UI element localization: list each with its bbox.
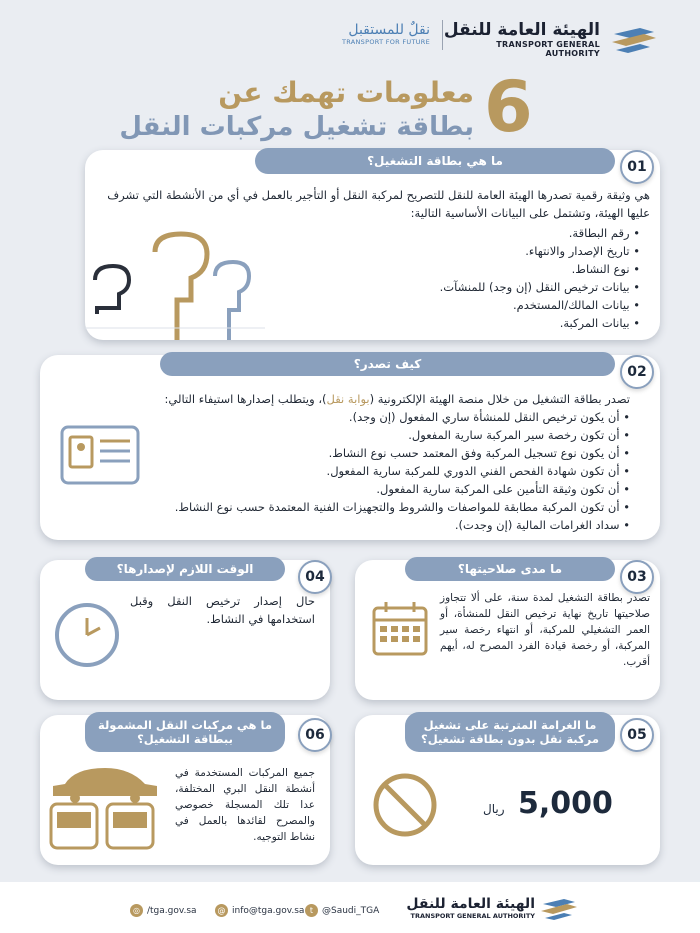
header-divider	[442, 20, 443, 50]
list-item: • تاريخ الإصدار والانتهاء.	[340, 242, 640, 260]
footer-tga-ar: الهيئة العامة للنقل	[406, 896, 535, 912]
section-01-list	[340, 224, 640, 332]
section-04-body: حال إصدار ترخيص النقل وقبل استخدامها في النشاط.	[130, 594, 315, 626]
tga-logo-icon	[610, 20, 658, 56]
email-address[interactable]: info@tga.gov.sa	[232, 905, 305, 916]
page-subtitle: بطاقة تشغيل مركبات النقل	[119, 112, 474, 142]
section-06-body: جميع المركبات المستخدمة في أنشطة النقل البري المختلفة، عدا تلك المسجلة خصوصي والمصرح لقائدها بالعمل في نشاط التوجيه.	[175, 767, 315, 843]
section-02-heading: كيف تصدر؟	[160, 352, 615, 376]
fine-currency: ريال	[483, 802, 505, 816]
tff-logo	[320, 22, 430, 46]
clock-icon	[52, 600, 122, 670]
twitter-icon: t	[305, 904, 318, 917]
list-item: • بيانات المركبة.	[340, 314, 640, 332]
globe-icon: ◎	[130, 904, 143, 917]
section-06-heading: ما هي مركبات النقل المشمولة ببطاقة التشغيل؟	[85, 712, 285, 752]
list-item: • أن تكون وثيقة التأمين على المركبة سارية المفعول.	[150, 480, 630, 498]
section-05-number: 05	[620, 718, 654, 752]
title-number: 6	[484, 66, 533, 148]
section-03-body: تصدر بطاقة التشغيل لمدة سنة، على ألا تتجاوز صلاحيتها تاريخ نهاية ترخيص النقل للمنشأة، أو العمر التشغيلي للمركبة، أو انتهاء رخصة سير المركبة، أو رخصة قيادة الفرد المصرح له، أيهم أقرب.	[440, 592, 650, 668]
section-01-intro: هي وثيقة رقمية تصدرها الهيئة العامة للنقل للتصريح لمركبة النقل أو التأجير بالعمل في أي من الأنشطة التي تشرف عليها الهيئة، وتشتمل على البيانات الأساسية التالية:	[107, 188, 650, 220]
list-item: • بيانات المالك/المستخدم.	[340, 296, 640, 314]
section-01-heading: ما هي بطاقة التشغيل؟	[255, 148, 615, 174]
list-item: • أن تكون المركبة مطابقة للمواصفات والشروط والتجهيزات الفنية المعتمدة حسب نوع النشاط.	[150, 498, 630, 516]
page-title: معلومات تهمك عن	[218, 76, 474, 109]
list-item: • نوع النشاط.	[340, 260, 640, 278]
fine-amount: 5,000	[518, 786, 613, 821]
tga-logo-text	[440, 20, 600, 58]
footer-website[interactable]	[130, 904, 197, 917]
list-item: • رقم البطاقة.	[340, 224, 640, 242]
prohibited-icon	[370, 770, 440, 840]
header	[0, 0, 700, 70]
tff-ar: نقلٌ للمستقبل	[348, 22, 430, 38]
vehicles-icon	[45, 762, 165, 857]
naql-portal-link[interactable]: بوابة نقل	[326, 392, 370, 406]
footer-tga-en: TRANSPORT GENERAL AUTHORITY	[410, 912, 535, 920]
footer-twitter[interactable]	[305, 904, 379, 917]
email-icon: @	[215, 904, 228, 917]
tff-en: TRANSPORT FOR FUTURE	[341, 38, 430, 46]
section-06-number: 06	[298, 718, 332, 752]
footer-tga-logo-icon	[540, 893, 578, 923]
section-03-number: 03	[620, 560, 654, 594]
list-item: • بيانات ترخيص النقل (إن وجد) للمنشآت.	[340, 278, 640, 296]
list-item: • أن يكون نوع تسجيل المركبة وفق المعتمد حسب نوع النشاط.	[150, 444, 630, 462]
section-02-list	[150, 408, 630, 534]
twitter-handle[interactable]: @Saudi_TGA	[322, 905, 380, 916]
section-02-intro	[130, 390, 630, 408]
section-04-heading: الوقت اللازم لإصدارها؟	[85, 557, 285, 581]
list-item: • سداد الغرامات المالية (إن وجدت).	[150, 516, 630, 534]
intro-text: تصدر بطاقة التشغيل من خلال منصة الهيئة الإلكترونية (	[369, 392, 630, 406]
intro-text-end: )، ويتطلب إصدارها استيفاء التالي:	[164, 392, 327, 406]
list-item: • أن تكون رخصة سير المركبة سارية المفعول.	[150, 426, 630, 444]
question-marks-icon	[85, 230, 265, 340]
tga-name-en: TRANSPORT GENERAL AUTHORITY	[496, 40, 600, 58]
list-item: • أن يكون ترخيص النقل للمنشأة ساري المفعول (إن وجد).	[150, 408, 630, 426]
id-card-icon	[60, 425, 140, 485]
footer-email[interactable]	[215, 904, 304, 917]
footer-tga-logo-text	[395, 896, 535, 920]
website-url[interactable]: /tga.gov.sa	[147, 905, 197, 916]
section-04-number: 04	[298, 560, 332, 594]
list-item: • أن تكون شهادة الفحص الفني الدوري للمركبة سارية المفعول.	[150, 462, 630, 480]
section-05-heading: ما الغرامة المترتبة على تشغيل مركبة نقل بدون بطاقة تشغيل؟	[405, 712, 615, 752]
calendar-icon	[370, 598, 430, 658]
section-01-number: 01	[620, 150, 654, 184]
section-02-number: 02	[620, 355, 654, 389]
section-03-heading: ما مدى صلاحيتها؟	[405, 557, 615, 581]
tga-name-ar: الهيئة العامة للنقل	[443, 20, 600, 40]
